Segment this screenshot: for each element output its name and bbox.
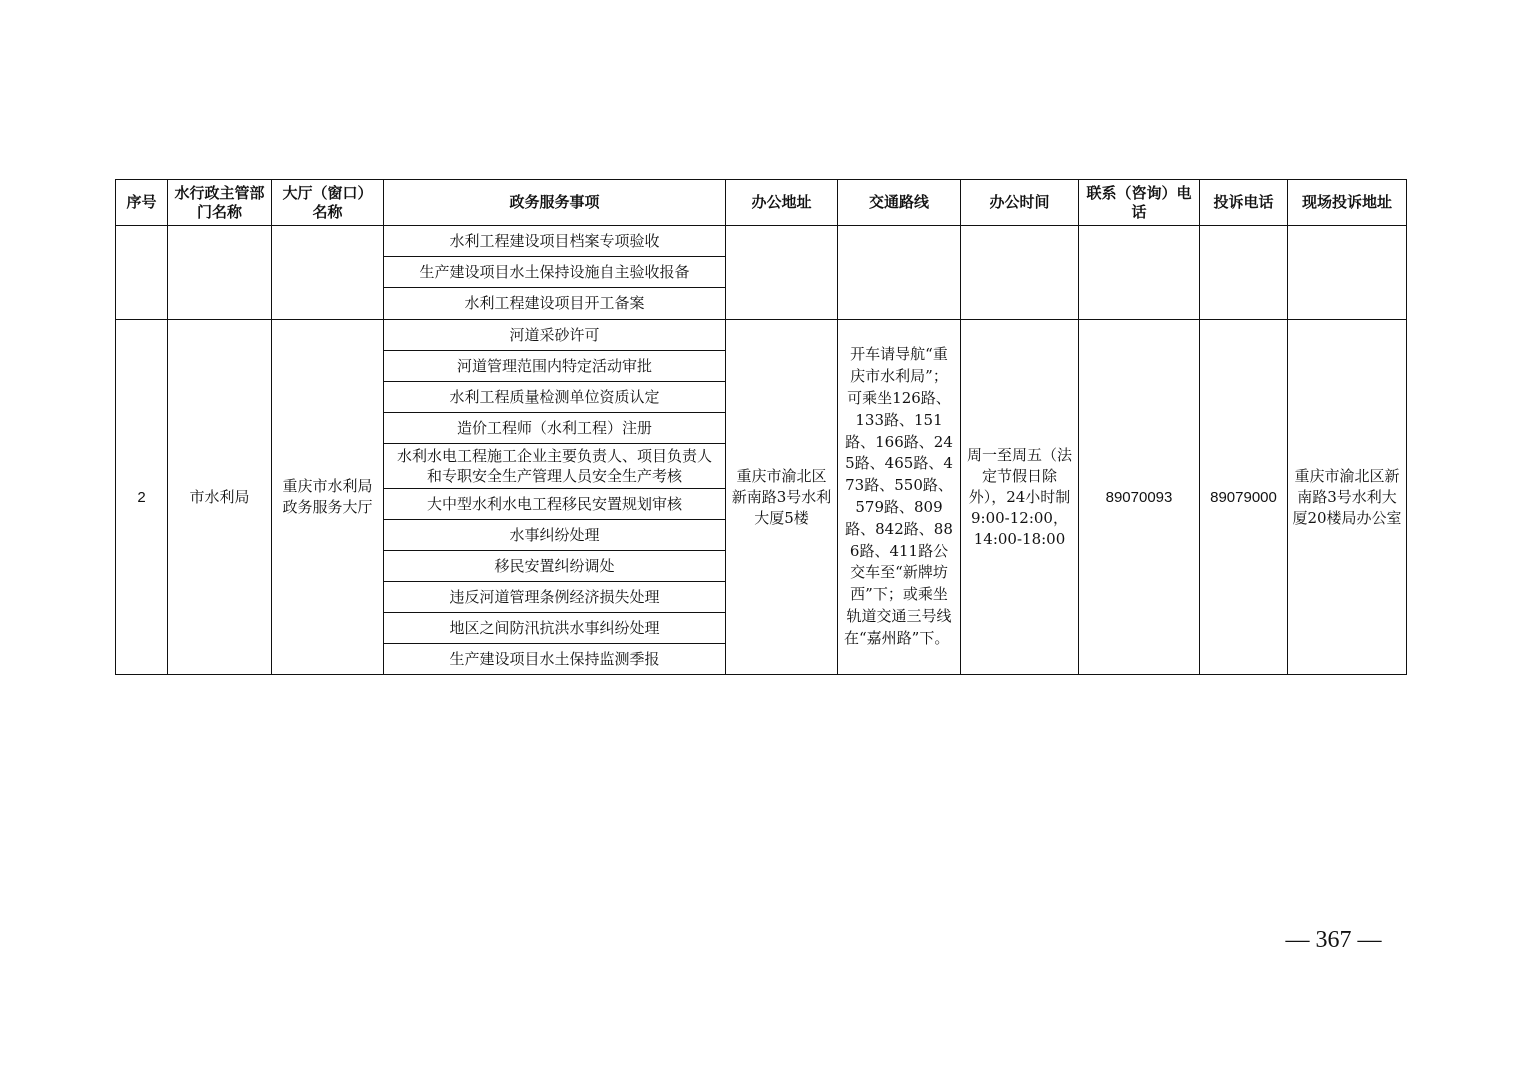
- service-item: 河道管理范围内特定活动审批: [384, 351, 726, 382]
- service-item: 地区之间防汛抗洪水事纠纷处理: [384, 613, 726, 644]
- dept-name: 市水利局: [168, 320, 272, 675]
- cont-address-cell: [726, 226, 838, 320]
- header-contact: 联系（咨询）电话: [1079, 180, 1200, 226]
- header-service: 政务服务事项: [384, 180, 726, 226]
- service-item: 生产建设项目水土保持监测季报: [384, 644, 726, 675]
- cont-complaint-phone-cell: [1200, 226, 1288, 320]
- office-hours-days: 周一至周五（法定节假日除外），24小时制: [966, 445, 1072, 506]
- header-hours: 办公时间: [961, 180, 1079, 226]
- cont-complaint-address-cell: [1288, 226, 1407, 320]
- contact-phone: 89070093: [1079, 320, 1200, 675]
- service-item: 生产建设项目水土保持设施自主验收报备: [384, 257, 726, 288]
- cont-dept-cell: [168, 226, 272, 320]
- page-number: — 367 —: [1285, 927, 1382, 953]
- office-hours-morning: 9:00-12:00，: [971, 508, 1068, 527]
- service-item: 水利水电工程施工企业主要负责人、项目负责人和专职安全生产管理人员安全生产考核: [384, 444, 726, 489]
- cont-seq-cell: [116, 226, 168, 320]
- header-address: 办公地址: [726, 180, 838, 226]
- table-row: [116, 226, 1407, 257]
- service-item: 移民安置纠纷调处: [384, 551, 726, 582]
- transport-route: 开车请导航“重庆市水利局”；可乘坐126路、133路、151路、166路、245路、465路、473路、550路、579路、809路、842路、886路、411路公交车至“新牌坊西”下；或乘坐轨道交通三号线在“嘉州路”下。: [838, 320, 961, 675]
- complaint-phone: 89079000: [1200, 320, 1288, 675]
- service-table: [115, 179, 1407, 675]
- row-seq: 2: [116, 320, 168, 675]
- service-item: 造价工程师（水利工程）注册: [384, 413, 726, 444]
- service-item: 水事纠纷处理: [384, 520, 726, 551]
- header-row: [116, 180, 1407, 226]
- table-row: [116, 320, 1407, 351]
- service-item: 大中型水利水电工程移民安置规划审核: [384, 489, 726, 520]
- cont-contact-cell: [1079, 226, 1200, 320]
- service-item: 水利工程质量检测单位资质认定: [384, 382, 726, 413]
- service-item: 河道采砂许可: [384, 320, 726, 351]
- header-dept: 水行政主管部门名称: [168, 180, 272, 226]
- header-route: 交通路线: [838, 180, 961, 226]
- service-item: 违反河道管理条例经济损失处理: [384, 582, 726, 613]
- header-seq: 序号: [116, 180, 168, 226]
- cont-hall-cell: [272, 226, 384, 320]
- header-hall: 大厅（窗口）名称: [272, 180, 384, 226]
- service-item: 水利工程建设项目开工备案: [384, 288, 726, 320]
- office-hours-afternoon: 14:00-18:00: [973, 529, 1066, 548]
- office-hours: [961, 320, 1079, 675]
- office-address: 重庆市渝北区新南路3号水利大厦5楼: [726, 320, 838, 675]
- service-item: 水利工程建设项目档案专项验收: [384, 226, 726, 257]
- cont-hours-cell: [961, 226, 1079, 320]
- complaint-address: 重庆市渝北区新南路3号水利大厦20楼局办公室: [1288, 320, 1407, 675]
- header-complaint-address: 现场投诉地址: [1288, 180, 1407, 226]
- cont-route-cell: [838, 226, 961, 320]
- hall-name: 重庆市水利局政务服务大厅: [272, 320, 384, 675]
- header-complaint-phone: 投诉电话: [1200, 180, 1288, 226]
